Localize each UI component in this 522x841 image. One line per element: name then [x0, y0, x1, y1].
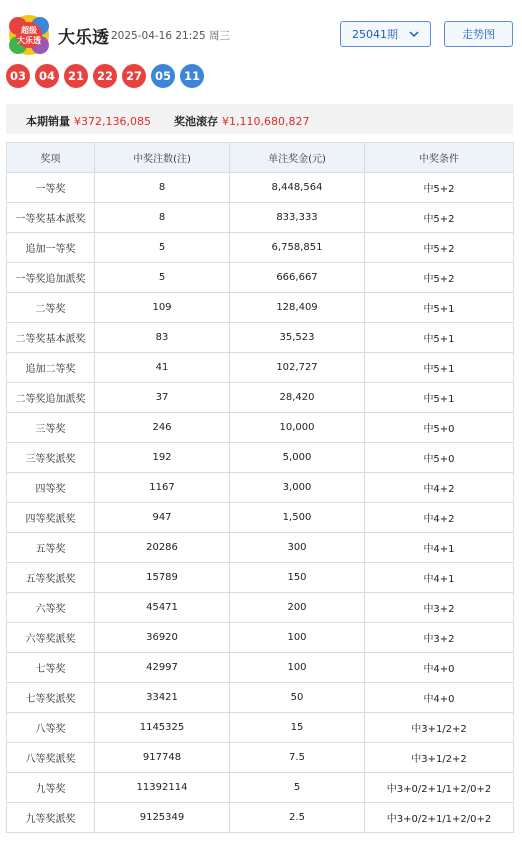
red-ball: 27	[122, 64, 146, 88]
prize-amount-cell: 5,000	[230, 443, 365, 473]
win-condition-cell: 中4+1	[365, 533, 514, 563]
win-condition-cell: 中5+1	[365, 353, 514, 383]
table-row	[7, 623, 514, 653]
win-condition-cell: 中4+2	[365, 503, 514, 533]
prize-amount-cell: 150	[230, 563, 365, 593]
table-row	[7, 353, 514, 383]
prize-level-cell: 一等奖	[7, 173, 95, 203]
prize-amount-cell: 666,667	[230, 263, 365, 293]
table-row	[7, 173, 514, 203]
prize-level-cell: 五等奖	[7, 533, 95, 563]
table-row	[7, 593, 514, 623]
issue-select-value: 25041期	[352, 28, 398, 41]
prize-level-cell: 一等奖基本派奖	[7, 203, 95, 233]
table-row	[7, 293, 514, 323]
winner-count-cell: 36920	[95, 623, 230, 653]
chevron-down-icon	[408, 28, 420, 40]
win-condition-cell: 中5+0	[365, 443, 514, 473]
winner-count-cell: 45471	[95, 593, 230, 623]
prize-amount-cell: 100	[230, 653, 365, 683]
red-ball: 22	[93, 64, 117, 88]
winning-numbers	[6, 64, 204, 88]
table-header-row	[7, 143, 514, 173]
table-row	[7, 803, 514, 833]
table-row	[7, 203, 514, 233]
red-ball: 21	[64, 64, 88, 88]
winner-count-cell: 20286	[95, 533, 230, 563]
win-condition-cell: 中3+0/2+1/1+2/0+2	[365, 773, 514, 803]
prize-level-cell: 追加二等奖	[7, 353, 95, 383]
prize-amount-cell: 3,000	[230, 473, 365, 503]
win-condition-cell: 中3+2	[365, 593, 514, 623]
prize-amount-cell: 102,727	[230, 353, 365, 383]
winner-count-cell: 42997	[95, 653, 230, 683]
column-header: 中奖条件	[365, 143, 514, 173]
pool-label: 奖池滚存	[174, 115, 218, 128]
win-condition-cell: 中5+2	[365, 173, 514, 203]
prize-amount-cell: 8,448,564	[230, 173, 365, 203]
prize-level-cell: 二等奖	[7, 293, 95, 323]
draw-time: 2025-04-16 21:25 周三	[111, 30, 230, 42]
table-row	[7, 533, 514, 563]
prize-level-cell: 六等奖派奖	[7, 623, 95, 653]
lottery-name: 大乐透	[58, 28, 109, 48]
winner-count-cell: 1145325	[95, 713, 230, 743]
win-condition-cell: 中5+2	[365, 233, 514, 263]
sales-value: ¥372,136,085	[74, 115, 151, 128]
prize-level-cell: 二等奖基本派奖	[7, 323, 95, 353]
prize-level-cell: 八等奖派奖	[7, 743, 95, 773]
header	[0, 0, 522, 60]
win-condition-cell: 中5+1	[365, 323, 514, 353]
table-row	[7, 713, 514, 743]
winner-count-cell: 41	[95, 353, 230, 383]
winner-count-cell: 192	[95, 443, 230, 473]
table-row	[7, 473, 514, 503]
win-condition-cell: 中4+2	[365, 473, 514, 503]
prize-amount-cell: 50	[230, 683, 365, 713]
prize-level-cell: 七等奖	[7, 653, 95, 683]
pool-info	[174, 113, 309, 129]
prize-level-cell: 一等奖追加派奖	[7, 263, 95, 293]
prize-level-cell: 三等奖	[7, 413, 95, 443]
table-row	[7, 563, 514, 593]
trend-chart-button[interactable]: 走势图	[444, 21, 513, 47]
winner-count-cell: 1167	[95, 473, 230, 503]
prize-level-cell: 八等奖	[7, 713, 95, 743]
table-row	[7, 443, 514, 473]
sales-label: 本期销量	[26, 115, 70, 128]
table-row	[7, 263, 514, 293]
sales-info	[26, 113, 151, 129]
table-row	[7, 743, 514, 773]
win-condition-cell: 中3+0/2+1/1+2/0+2	[365, 803, 514, 833]
winner-count-cell: 33421	[95, 683, 230, 713]
table-row	[7, 653, 514, 683]
winner-count-cell: 5	[95, 233, 230, 263]
prize-amount-cell: 1,500	[230, 503, 365, 533]
prize-level-cell: 九等奖	[7, 773, 95, 803]
winner-count-cell: 917748	[95, 743, 230, 773]
win-condition-cell: 中5+1	[365, 293, 514, 323]
dlt-logo	[6, 12, 52, 58]
win-condition-cell: 中4+0	[365, 683, 514, 713]
win-condition-cell: 中3+2	[365, 623, 514, 653]
prize-level-cell: 追加一等奖	[7, 233, 95, 263]
prize-amount-cell: 7.5	[230, 743, 365, 773]
prize-amount-cell: 10,000	[230, 413, 365, 443]
table-row	[7, 413, 514, 443]
win-condition-cell: 中5+1	[365, 383, 514, 413]
svg-text:大乐透: 大乐透	[17, 36, 41, 45]
prize-amount-cell: 2.5	[230, 803, 365, 833]
winner-count-cell: 109	[95, 293, 230, 323]
table-row	[7, 503, 514, 533]
winner-count-cell: 8	[95, 173, 230, 203]
column-header: 奖项	[7, 143, 95, 173]
sales-summary	[6, 104, 513, 134]
prize-amount-cell: 35,523	[230, 323, 365, 353]
table-row	[7, 773, 514, 803]
win-condition-cell: 中5+2	[365, 203, 514, 233]
winner-count-cell: 15789	[95, 563, 230, 593]
prize-amount-cell: 100	[230, 623, 365, 653]
prize-level-cell: 五等奖派奖	[7, 563, 95, 593]
issue-select[interactable]	[340, 21, 431, 47]
win-condition-cell: 中3+1/2+2	[365, 713, 514, 743]
svg-text:超级: 超级	[21, 26, 37, 35]
blue-ball: 11	[180, 64, 204, 88]
table-row	[7, 323, 514, 353]
pool-value: ¥1,110,680,827	[222, 115, 310, 128]
prize-amount-cell: 5	[230, 773, 365, 803]
prize-level-cell: 三等奖派奖	[7, 443, 95, 473]
red-ball: 03	[6, 64, 30, 88]
prize-amount-cell: 833,333	[230, 203, 365, 233]
prize-amount-cell: 28,420	[230, 383, 365, 413]
winner-count-cell: 9125349	[95, 803, 230, 833]
table-row	[7, 683, 514, 713]
win-condition-cell: 中4+1	[365, 563, 514, 593]
winner-count-cell: 37	[95, 383, 230, 413]
column-header: 单注奖金(元)	[230, 143, 365, 173]
prize-amount-cell: 128,409	[230, 293, 365, 323]
table-row	[7, 383, 514, 413]
prize-amount-cell: 15	[230, 713, 365, 743]
win-condition-cell: 中3+1/2+2	[365, 743, 514, 773]
prize-level-cell: 四等奖	[7, 473, 95, 503]
win-condition-cell: 中5+2	[365, 263, 514, 293]
winner-count-cell: 11392114	[95, 773, 230, 803]
prize-table-body	[7, 173, 514, 833]
win-condition-cell: 中5+0	[365, 413, 514, 443]
table-row	[7, 233, 514, 263]
prize-level-cell: 六等奖	[7, 593, 95, 623]
prize-amount-cell: 6,758,851	[230, 233, 365, 263]
prize-amount-cell: 300	[230, 533, 365, 563]
winner-count-cell: 5	[95, 263, 230, 293]
winner-count-cell: 947	[95, 503, 230, 533]
prize-amount-cell: 200	[230, 593, 365, 623]
prize-level-cell: 九等奖派奖	[7, 803, 95, 833]
prize-level-cell: 七等奖派奖	[7, 683, 95, 713]
red-ball: 04	[35, 64, 59, 88]
win-condition-cell: 中4+0	[365, 653, 514, 683]
prize-table	[6, 142, 514, 833]
winner-count-cell: 83	[95, 323, 230, 353]
prize-level-cell: 二等奖追加派奖	[7, 383, 95, 413]
column-header: 中奖注数(注)	[95, 143, 230, 173]
prize-level-cell: 四等奖派奖	[7, 503, 95, 533]
winner-count-cell: 8	[95, 203, 230, 233]
winner-count-cell: 246	[95, 413, 230, 443]
blue-ball: 05	[151, 64, 175, 88]
